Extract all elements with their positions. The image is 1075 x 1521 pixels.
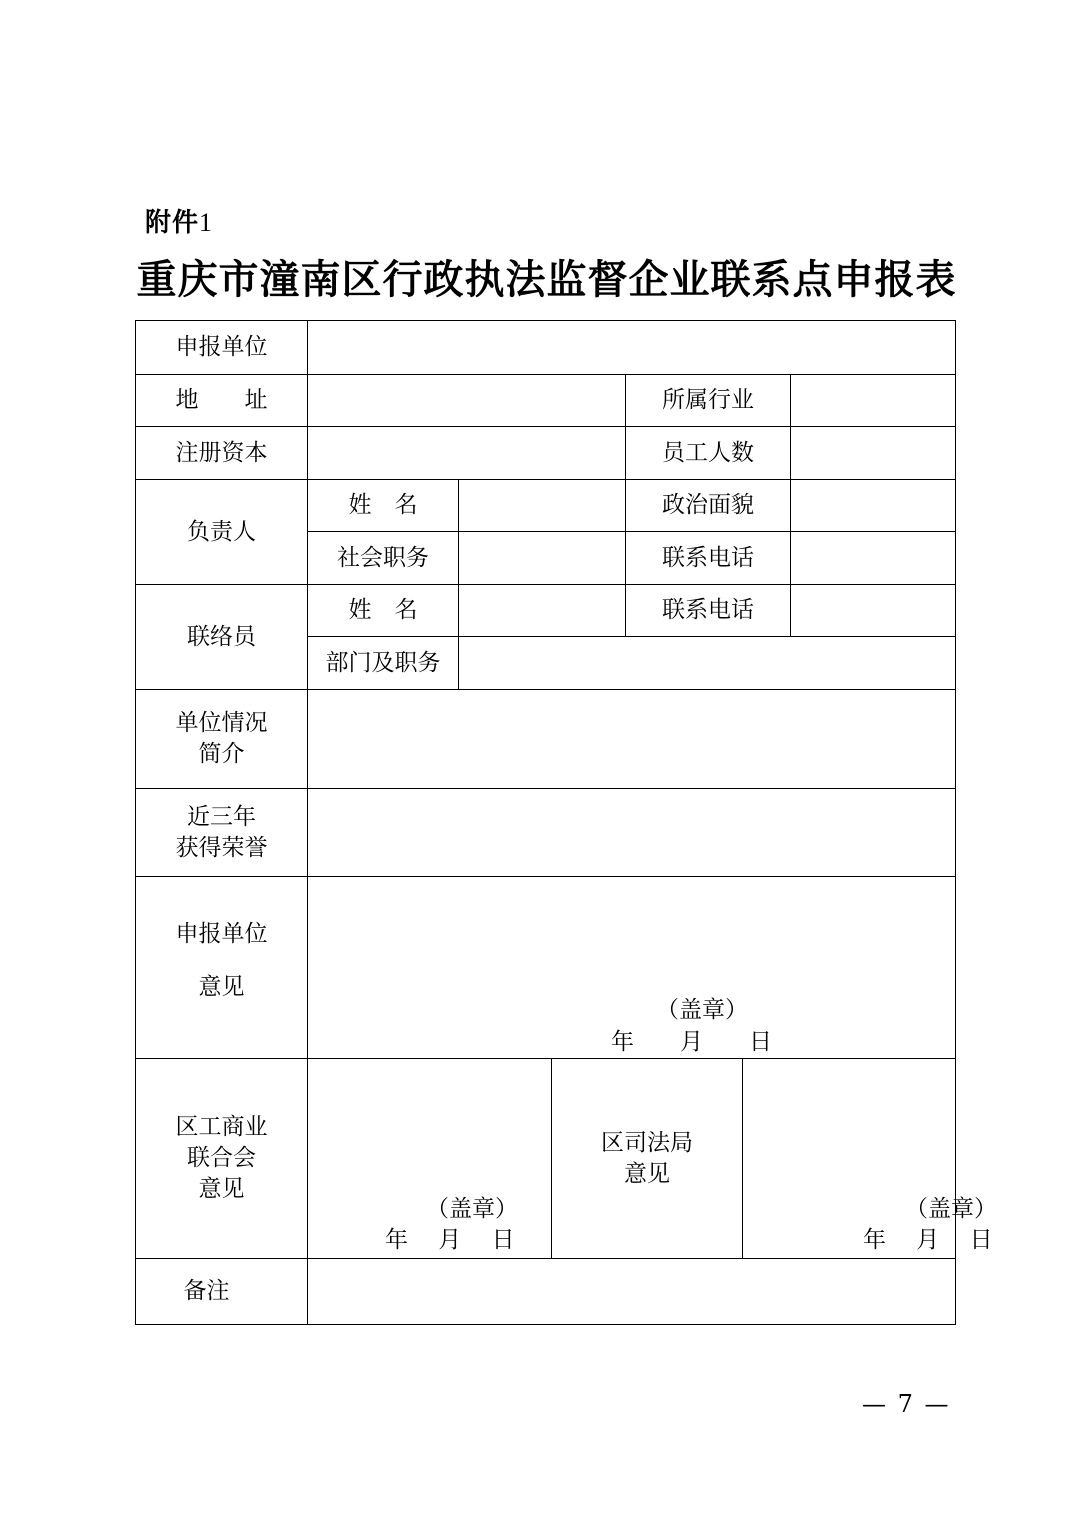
- intro-label-line-2: 简介: [198, 741, 245, 767]
- justice-label: [552, 1059, 743, 1259]
- dept-value-cell[interactable]: [459, 637, 956, 690]
- attachment-prefix: 附件: [145, 208, 200, 238]
- federation-stamp: （盖章）: [426, 1196, 518, 1222]
- row-approvals: [136, 1059, 956, 1259]
- federation-value-cell[interactable]: [308, 1059, 552, 1259]
- industry-label: 所属行业: [626, 375, 791, 427]
- attachment-number: 1: [199, 208, 214, 237]
- liaison-label: 联络员: [136, 585, 308, 690]
- justice-label-line-1: 区司法局: [601, 1129, 693, 1156]
- address-label: 地 址: [136, 375, 308, 427]
- industry-value-cell[interactable]: [791, 375, 956, 427]
- attachment-label: [145, 202, 213, 239]
- row-liaison-name: [136, 585, 956, 637]
- capital-label: 注册资本: [136, 427, 308, 480]
- row-intro: [136, 690, 956, 789]
- social-position-value-cell[interactable]: [459, 532, 626, 585]
- opinion-label: [136, 877, 308, 1059]
- intro-label: [136, 690, 308, 789]
- liaison-phone-label: 联系电话: [626, 585, 791, 637]
- unit-label: 申报单位: [136, 321, 308, 375]
- page-number: — 7 —: [862, 1390, 951, 1418]
- federation-label-line-1: 区工商业: [175, 1114, 268, 1140]
- unit-value-cell[interactable]: [308, 321, 956, 375]
- employees-value-cell[interactable]: [791, 427, 956, 480]
- social-position-label: 社会职务: [308, 532, 459, 585]
- justice-label-line-2: 意见: [624, 1160, 670, 1187]
- political-value-cell[interactable]: [791, 480, 956, 532]
- honor-label-line-2: 获得荣誉: [175, 834, 268, 861]
- opinion-stamp: （盖章）: [656, 997, 748, 1023]
- row-address: [136, 375, 956, 427]
- intro-label-line-1: 单位情况: [175, 710, 268, 736]
- federation-date: 年 月 日: [385, 1227, 515, 1253]
- remarks-label: 备注: [136, 1259, 308, 1325]
- justice-stamp: （盖章）: [905, 1196, 997, 1222]
- opinion-date: 年 月 日: [611, 1029, 772, 1055]
- liaison-name-value-cell[interactable]: [459, 585, 626, 637]
- honor-label-line-1: 近三年: [187, 803, 256, 830]
- justice-value-cell[interactable]: [743, 1059, 997, 1259]
- opinion-label-line-2: 意见: [198, 973, 245, 1000]
- row-capital: [136, 427, 956, 480]
- liaison-phone-value-cell[interactable]: [791, 585, 956, 637]
- opinion-label-line-1: 申报单位: [175, 920, 268, 947]
- remarks-value-cell[interactable]: [308, 1259, 956, 1325]
- intro-value-cell[interactable]: [308, 690, 956, 789]
- employees-label: 员工人数: [626, 427, 791, 480]
- row-unit-opinion: [136, 877, 956, 1059]
- justice-date: 年 月 日: [863, 1227, 993, 1253]
- address-value-cell[interactable]: [308, 375, 626, 427]
- opinion-value-cell[interactable]: [308, 877, 956, 1059]
- page-title: 重庆市潼南区行政执法监督企业联系点申报表: [136, 257, 957, 303]
- row-unit: [136, 321, 956, 375]
- capital-value-cell[interactable]: [308, 427, 626, 480]
- leader-name-value-cell[interactable]: [459, 480, 626, 532]
- liaison-name-label: 姓 名: [308, 585, 459, 637]
- federation-label: [136, 1059, 308, 1259]
- honor-value-cell[interactable]: [308, 789, 956, 877]
- leader-phone-value-cell[interactable]: [791, 532, 956, 585]
- federation-label-line-3: 意见: [198, 1176, 245, 1202]
- leader-phone-label: 联系电话: [626, 532, 791, 585]
- row-honors: [136, 789, 956, 877]
- application-form-table: [135, 320, 997, 1325]
- honor-label: [136, 789, 308, 877]
- row-remarks: [136, 1259, 956, 1325]
- federation-label-line-2: 联合会: [187, 1145, 256, 1171]
- leader-label: 负责人: [136, 480, 308, 585]
- row-leader-name: [136, 480, 956, 532]
- dept-label: 部门及职务: [308, 637, 459, 690]
- leader-name-label: 姓 名: [308, 480, 459, 532]
- political-label: 政治面貌: [626, 480, 791, 532]
